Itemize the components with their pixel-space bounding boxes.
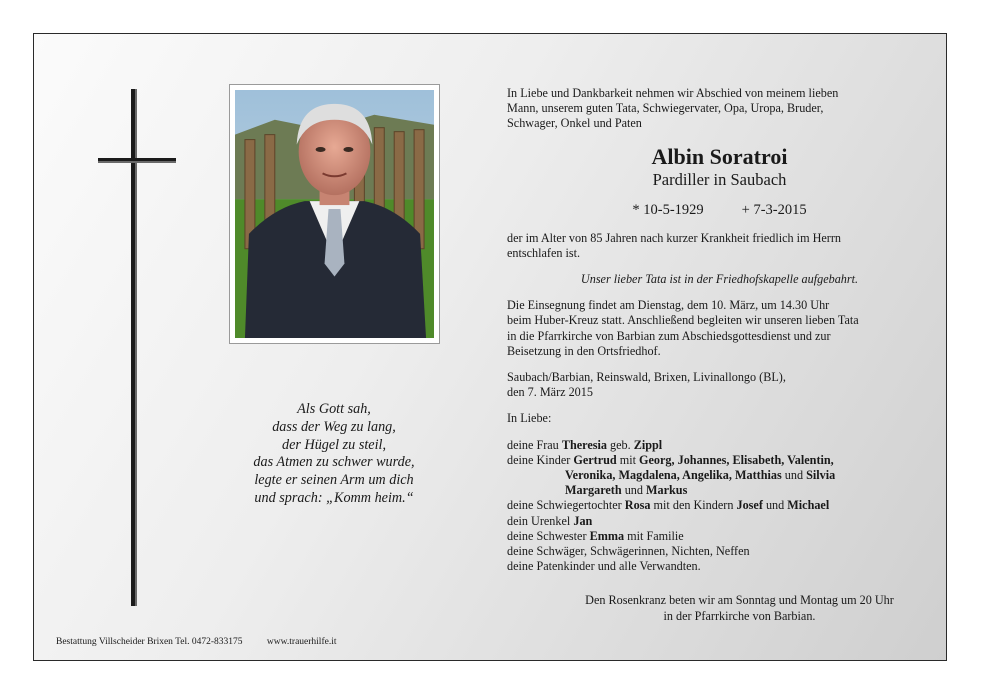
- mourner-children: deine Kinder Gertrud mit Georg, Johannes, Elisabeth, Valentin,: [507, 452, 834, 467]
- poem-line: legte er seinen Arm um dich: [254, 472, 414, 489]
- footer: [56, 637, 336, 647]
- funeral-line: Die Einsegnung findet am Dienstag, dem 10. März, um 14.30 Uhr: [507, 298, 830, 313]
- passing-line: entschlafen ist.: [507, 245, 581, 260]
- mourner-children-cont: Veronika, Magdalena, Angelika, Matthias und Silvia: [565, 468, 836, 483]
- deceased-name: Albin Soratroi: [651, 143, 788, 169]
- cross-horizontal: [98, 158, 176, 161]
- poem-line: dass der Weg zu lang,: [272, 418, 396, 435]
- intro-line: Mann, unserem guten Tata, Schwiegervater, Opa, Uropa, Bruder,: [507, 101, 824, 116]
- obituary-text: [507, 86, 932, 624]
- poem-line: das Atmen zu schwer wurde,: [253, 454, 415, 471]
- poem: [214, 401, 454, 508]
- mourner-sister: deine Schwester Emma mit Familie: [507, 528, 684, 543]
- in-love-heading: In Liebe:: [507, 411, 552, 426]
- passing-line: der im Alter von 85 Jahren nach kurzer Krankheit friedlich im Herrn: [507, 230, 842, 245]
- poem-line: und sprach: „Komm heim.“: [254, 489, 414, 506]
- rosary-line: in der Pfarrkirche von Barbian.: [663, 608, 816, 623]
- funeral-home-info: Bestattung Villscheider Brixen Tel. 0472-833175: [56, 637, 243, 647]
- mourner-in-laws: deine Schwäger, Schwägerinnen, Nichten, Neffen: [507, 544, 750, 559]
- portrait-photo: [235, 90, 434, 338]
- intro-line: Schwager, Onkel und Paten: [507, 116, 642, 131]
- death-date: + 7-3-2015: [741, 201, 807, 218]
- funeral-line: in die Pfarrkirche von Barbian zum Abschiedsgottesdienst und zur: [507, 328, 831, 343]
- obituary-card: [33, 33, 947, 661]
- location-line: Saubach/Barbian, Reinswald, Brixen, Livinallongo (BL),: [507, 370, 786, 385]
- funeral-line: Beisetzung in den Ortsfriedhof.: [507, 343, 661, 358]
- laid-out-note: Unser lieber Tata ist in der Friedhofskapelle aufgebahrt.: [580, 272, 859, 287]
- poem-line: Als Gott sah,: [297, 401, 371, 417]
- deceased-place: Pardiller in Saubach: [652, 169, 787, 189]
- birth-date: * 10-5-1929: [632, 201, 704, 218]
- date-line: den 7. März 2015: [507, 385, 593, 400]
- mourner-daughter-in-law: deine Schwiegertochter Rosa mit den Kindern Josef und Michael: [507, 498, 830, 513]
- mourner-wife: deine Frau Theresia geb. Zippl: [507, 437, 663, 452]
- cross-vertical: [131, 89, 135, 606]
- mourner-great-grandchild: dein Urenkel Jan: [507, 513, 593, 528]
- mourner-godchildren: deine Patenkinder und alle Verwandten.: [507, 559, 701, 574]
- website-link[interactable]: www.trauerhilfe.it: [266, 637, 337, 647]
- poem-line: der Hügel zu steil,: [281, 436, 387, 453]
- life-dates: [507, 200, 932, 220]
- funeral-line: beim Huber-Kreuz statt. Anschließend begleiten wir unseren lieben Tata: [507, 313, 859, 328]
- mourner-children-cont: Margareth und Markus: [565, 483, 688, 498]
- rosary-line: Den Rosenkranz beten wir am Sonntag und Montag um 20 Uhr: [585, 593, 894, 608]
- intro-line: In Liebe und Dankbarkeit nehmen wir Abschied von meinem lieben: [507, 86, 839, 100]
- portrait-frame: [229, 84, 440, 344]
